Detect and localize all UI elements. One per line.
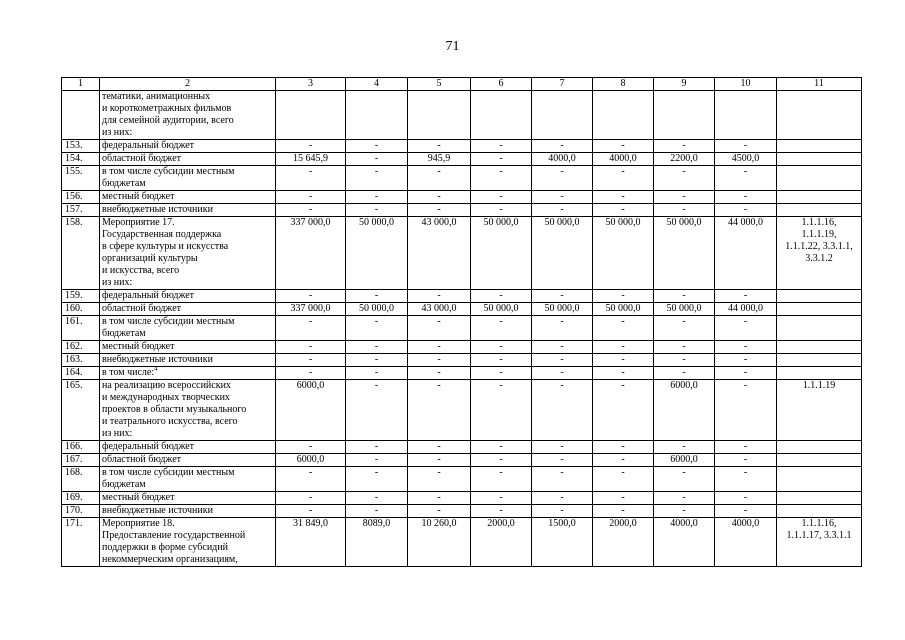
row-description	[100, 140, 276, 153]
row-number: 155.	[62, 166, 100, 191]
value-cell: -	[654, 354, 715, 367]
row-number: 169.	[62, 492, 100, 505]
table-body	[62, 78, 862, 567]
column-header: 8	[593, 78, 654, 91]
value-cell: -	[276, 316, 346, 341]
value-cell: -	[532, 354, 593, 367]
value-cell	[408, 91, 471, 140]
footnote-marker: 4	[154, 366, 158, 373]
value-cell: 4000,0	[654, 518, 715, 567]
value-cell: -	[715, 492, 777, 505]
value-cell: -	[471, 354, 532, 367]
row-description	[100, 204, 276, 217]
value-cell: -	[715, 441, 777, 454]
row-description	[100, 505, 276, 518]
value-cell: -	[715, 290, 777, 303]
value-cell: -	[654, 290, 715, 303]
target-indicator-ref	[777, 303, 862, 316]
target-indicator-ref	[777, 140, 862, 153]
table-row	[62, 467, 862, 492]
value-cell: -	[471, 153, 532, 166]
target-indicator-ref	[777, 166, 862, 191]
row-description-text: в том числе субсидии местным бюджетам	[102, 316, 235, 339]
value-cell: -	[532, 316, 593, 341]
value-cell: -	[346, 441, 408, 454]
value-cell: -	[532, 341, 593, 354]
value-cell: -	[276, 492, 346, 505]
value-cell: 50 000,0	[593, 303, 654, 316]
value-cell: 50 000,0	[471, 303, 532, 316]
row-number: 163.	[62, 354, 100, 367]
target-indicator-ref	[777, 505, 862, 518]
table-header-row	[62, 78, 862, 91]
value-cell: -	[532, 191, 593, 204]
table-row	[62, 153, 862, 166]
value-cell: -	[593, 140, 654, 153]
value-cell	[471, 91, 532, 140]
row-description	[100, 316, 276, 341]
row-description-text: федеральный бюджет	[102, 290, 195, 301]
value-cell: -	[408, 492, 471, 505]
value-cell: -	[715, 166, 777, 191]
table-row	[62, 454, 862, 467]
value-cell: -	[276, 204, 346, 217]
value-cell: -	[654, 441, 715, 454]
row-description-text: Мероприятие 18. Предоставление государственной поддержки в форме субсидий некоммерческим организациям,	[102, 518, 246, 565]
value-cell: -	[715, 204, 777, 217]
column-header: 6	[471, 78, 532, 91]
target-indicator-ref: 1.1.1.19	[777, 380, 862, 441]
row-description	[100, 354, 276, 367]
value-cell: -	[408, 467, 471, 492]
column-header: 7	[532, 78, 593, 91]
value-cell: 15 645,9	[276, 153, 346, 166]
value-cell: -	[654, 316, 715, 341]
row-number: 157.	[62, 204, 100, 217]
row-number: 165.	[62, 380, 100, 441]
value-cell: -	[532, 166, 593, 191]
value-cell: -	[593, 367, 654, 380]
row-number: 156.	[62, 191, 100, 204]
value-cell: -	[346, 204, 408, 217]
value-cell: -	[471, 380, 532, 441]
value-cell: -	[715, 316, 777, 341]
value-cell: -	[346, 153, 408, 166]
value-cell: -	[654, 467, 715, 492]
value-cell: -	[593, 290, 654, 303]
page-number: 71	[445, 39, 460, 54]
value-cell: -	[654, 367, 715, 380]
row-description-text: тематики, анимационных и короткометражных фильмов для семейной аудитории, всего из них:	[102, 91, 234, 138]
row-description	[100, 290, 276, 303]
value-cell	[346, 91, 408, 140]
value-cell: -	[346, 191, 408, 204]
value-cell: -	[593, 354, 654, 367]
row-description-text: местный бюджет	[102, 191, 175, 202]
value-cell: 44 000,0	[715, 217, 777, 290]
row-description-text: местный бюджет	[102, 492, 175, 503]
value-cell: -	[593, 467, 654, 492]
value-cell: -	[408, 316, 471, 341]
value-cell: -	[532, 204, 593, 217]
table-row	[62, 505, 862, 518]
target-indicator-ref	[777, 492, 862, 505]
row-description	[100, 441, 276, 454]
value-cell: -	[715, 341, 777, 354]
row-number: 161.	[62, 316, 100, 341]
budget-table	[61, 77, 862, 567]
value-cell: -	[408, 166, 471, 191]
value-cell: -	[532, 454, 593, 467]
value-cell: -	[593, 204, 654, 217]
row-description-text: в том числе субсидии местным бюджетам	[102, 467, 235, 490]
column-header: 4	[346, 78, 408, 91]
row-description-text: Мероприятие 17. Государственная поддержка в сфере культуры и искусства организаций культуры и искусства, всего из них:	[102, 217, 229, 288]
value-cell: -	[654, 505, 715, 518]
value-cell: -	[408, 454, 471, 467]
target-indicator-ref	[777, 367, 862, 380]
row-number	[62, 91, 100, 140]
value-cell: 43 000,0	[408, 217, 471, 290]
table-row	[62, 367, 862, 380]
row-description-text: местный бюджет	[102, 341, 175, 352]
value-cell: -	[408, 441, 471, 454]
value-cell: -	[471, 204, 532, 217]
value-cell: 31 849,0	[276, 518, 346, 567]
value-cell: 2000,0	[593, 518, 654, 567]
column-header: 2	[100, 78, 276, 91]
value-cell	[654, 91, 715, 140]
target-indicator-ref	[777, 454, 862, 467]
value-cell: 6000,0	[276, 454, 346, 467]
value-cell: -	[346, 341, 408, 354]
table-row	[62, 341, 862, 354]
row-description-text: федеральный бюджет	[102, 140, 195, 151]
value-cell: 6000,0	[276, 380, 346, 441]
row-number: 153.	[62, 140, 100, 153]
value-cell: -	[408, 290, 471, 303]
value-cell: -	[715, 454, 777, 467]
target-indicator-ref	[777, 91, 862, 140]
column-header: 1	[62, 78, 100, 91]
value-cell: -	[346, 505, 408, 518]
value-cell: -	[276, 467, 346, 492]
table-row	[62, 441, 862, 454]
target-indicator-ref	[777, 316, 862, 341]
value-cell: -	[346, 316, 408, 341]
value-cell: -	[408, 140, 471, 153]
value-cell: -	[346, 380, 408, 441]
value-cell: 4000,0	[715, 518, 777, 567]
value-cell: 44 000,0	[715, 303, 777, 316]
value-cell: -	[471, 290, 532, 303]
value-cell: 50 000,0	[346, 217, 408, 290]
value-cell: 6000,0	[654, 454, 715, 467]
value-cell: -	[532, 367, 593, 380]
row-description-text: внебюджетные источники	[102, 505, 213, 516]
value-cell	[276, 91, 346, 140]
table-row	[62, 140, 862, 153]
table-row	[62, 217, 862, 290]
column-header: 3	[276, 78, 346, 91]
row-description-text: областной бюджет	[102, 303, 182, 314]
target-indicator-ref: 1.1.1.16, 1.1.1.19, 1.1.1.22, 3.3.1.1, 3.3.1.2	[777, 217, 862, 290]
value-cell: 50 000,0	[593, 217, 654, 290]
value-cell: -	[532, 441, 593, 454]
value-cell: -	[715, 367, 777, 380]
row-description-text: внебюджетные источники	[102, 354, 213, 365]
value-cell: -	[346, 290, 408, 303]
value-cell: -	[471, 316, 532, 341]
row-description	[100, 367, 276, 380]
value-cell: -	[593, 492, 654, 505]
row-description	[100, 303, 276, 316]
value-cell: 4000,0	[593, 153, 654, 166]
value-cell	[532, 91, 593, 140]
value-cell: -	[471, 191, 532, 204]
row-description-text: областной бюджет	[102, 153, 182, 164]
value-cell: 2200,0	[654, 153, 715, 166]
value-cell: 4500,0	[715, 153, 777, 166]
table-row	[62, 303, 862, 316]
value-cell: -	[471, 505, 532, 518]
column-header: 9	[654, 78, 715, 91]
row-description	[100, 518, 276, 567]
row-number: 159.	[62, 290, 100, 303]
value-cell: -	[346, 140, 408, 153]
row-number: 166.	[62, 441, 100, 454]
value-cell: 1500,0	[532, 518, 593, 567]
value-cell: -	[532, 505, 593, 518]
row-description-text: на реализацию всероссийских и международных творческих проектов в области музыкального и театрального искусства, всего из них:	[102, 380, 247, 439]
table-row	[62, 191, 862, 204]
value-cell: -	[471, 367, 532, 380]
value-cell: 50 000,0	[654, 217, 715, 290]
value-cell: -	[471, 441, 532, 454]
value-cell: -	[408, 354, 471, 367]
row-number: 162.	[62, 341, 100, 354]
row-description	[100, 467, 276, 492]
row-description	[100, 217, 276, 290]
value-cell: -	[593, 454, 654, 467]
value-cell: -	[408, 191, 471, 204]
value-cell: 2000,0	[471, 518, 532, 567]
value-cell: -	[532, 467, 593, 492]
value-cell: -	[471, 492, 532, 505]
table-row	[62, 166, 862, 191]
value-cell: -	[276, 290, 346, 303]
value-cell: 337 000,0	[276, 217, 346, 290]
target-indicator-ref: 1.1.1.16, 1.1.1.17, 3.3.1.1	[777, 518, 862, 567]
value-cell: 50 000,0	[471, 217, 532, 290]
value-cell: -	[408, 204, 471, 217]
value-cell: -	[532, 380, 593, 441]
value-cell: -	[408, 505, 471, 518]
value-cell: 6000,0	[654, 380, 715, 441]
row-number: 158.	[62, 217, 100, 290]
row-description-text: в том числе субсидии местным бюджетам	[102, 166, 235, 189]
row-number: 164.	[62, 367, 100, 380]
table-row	[62, 91, 862, 140]
value-cell: -	[654, 191, 715, 204]
column-header: 10	[715, 78, 777, 91]
value-cell: 50 000,0	[346, 303, 408, 316]
row-description-text: федеральный бюджет	[102, 441, 195, 452]
table-row	[62, 518, 862, 567]
value-cell: -	[593, 191, 654, 204]
value-cell: 945,9	[408, 153, 471, 166]
value-cell: -	[715, 191, 777, 204]
value-cell: -	[471, 341, 532, 354]
row-description	[100, 380, 276, 441]
table-row	[62, 380, 862, 441]
target-indicator-ref	[777, 467, 862, 492]
value-cell: -	[276, 191, 346, 204]
value-cell: -	[715, 467, 777, 492]
value-cell: -	[654, 204, 715, 217]
row-description	[100, 341, 276, 354]
value-cell	[715, 91, 777, 140]
value-cell: -	[593, 316, 654, 341]
row-number: 171.	[62, 518, 100, 567]
value-cell: -	[346, 354, 408, 367]
value-cell: -	[471, 140, 532, 153]
target-indicator-ref	[777, 290, 862, 303]
value-cell: -	[654, 341, 715, 354]
value-cell: -	[346, 454, 408, 467]
value-cell: -	[471, 467, 532, 492]
value-cell: -	[346, 367, 408, 380]
value-cell	[593, 91, 654, 140]
target-indicator-ref	[777, 441, 862, 454]
value-cell: -	[654, 492, 715, 505]
table-row	[62, 290, 862, 303]
value-cell: -	[276, 166, 346, 191]
value-cell: -	[276, 441, 346, 454]
value-cell: -	[471, 166, 532, 191]
row-description	[100, 454, 276, 467]
value-cell: 43 000,0	[408, 303, 471, 316]
row-description-text: в том числе:	[102, 367, 155, 378]
row-number: 168.	[62, 467, 100, 492]
value-cell: 10 260,0	[408, 518, 471, 567]
value-cell: -	[654, 166, 715, 191]
value-cell: -	[346, 492, 408, 505]
target-indicator-ref	[777, 191, 862, 204]
value-cell: -	[593, 505, 654, 518]
value-cell: -	[593, 441, 654, 454]
value-cell: -	[532, 492, 593, 505]
value-cell: 4000,0	[532, 153, 593, 166]
value-cell: 8089,0	[346, 518, 408, 567]
target-indicator-ref	[777, 153, 862, 166]
row-description	[100, 166, 276, 191]
row-number: 160.	[62, 303, 100, 316]
value-cell: -	[532, 290, 593, 303]
row-number: 154.	[62, 153, 100, 166]
value-cell: 337 000,0	[276, 303, 346, 316]
table-row	[62, 316, 862, 341]
row-description	[100, 191, 276, 204]
value-cell: -	[408, 380, 471, 441]
value-cell: 50 000,0	[654, 303, 715, 316]
table-row	[62, 354, 862, 367]
value-cell: -	[715, 380, 777, 441]
value-cell: -	[276, 140, 346, 153]
value-cell: -	[593, 341, 654, 354]
value-cell: -	[715, 354, 777, 367]
value-cell: -	[715, 140, 777, 153]
value-cell: -	[532, 140, 593, 153]
row-description-text: областной бюджет	[102, 454, 182, 465]
value-cell: -	[346, 467, 408, 492]
row-number: 170.	[62, 505, 100, 518]
value-cell: -	[715, 505, 777, 518]
value-cell: 50 000,0	[532, 303, 593, 316]
row-description	[100, 153, 276, 166]
value-cell: -	[408, 367, 471, 380]
column-header: 11	[777, 78, 862, 91]
target-indicator-ref	[777, 341, 862, 354]
target-indicator-ref	[777, 204, 862, 217]
value-cell: -	[593, 380, 654, 441]
value-cell: -	[276, 505, 346, 518]
value-cell: -	[593, 166, 654, 191]
table-row	[62, 204, 862, 217]
value-cell: -	[276, 367, 346, 380]
column-header: 5	[408, 78, 471, 91]
row-description	[100, 492, 276, 505]
row-description	[100, 91, 276, 140]
value-cell: -	[276, 354, 346, 367]
table-row	[62, 492, 862, 505]
value-cell: -	[654, 140, 715, 153]
value-cell: -	[408, 341, 471, 354]
value-cell: -	[276, 341, 346, 354]
target-indicator-ref	[777, 354, 862, 367]
value-cell: -	[346, 166, 408, 191]
value-cell: 50 000,0	[532, 217, 593, 290]
value-cell: -	[471, 454, 532, 467]
row-description-text: внебюджетные источники	[102, 204, 213, 215]
row-number: 167.	[62, 454, 100, 467]
